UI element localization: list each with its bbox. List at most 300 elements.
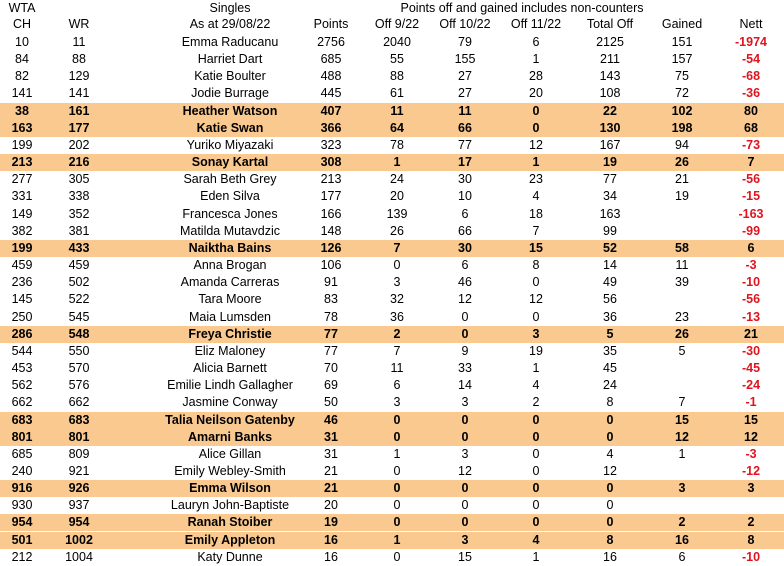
cell-off-9: 1: [393, 446, 401, 461]
cell-off-9: 0: [393, 549, 401, 564]
cell-total-off: 0: [606, 481, 614, 496]
cell-total-off: 0: [606, 498, 614, 513]
cell-player-name: Emma Raducanu: [181, 35, 279, 49]
cell-total-off: 16: [603, 549, 617, 564]
cell-wr: 216: [68, 155, 90, 170]
cell-points: 177: [320, 189, 342, 204]
cell-nett: 21: [744, 326, 758, 341]
cell-gained: 26: [675, 326, 689, 341]
cell-total-off: 5: [606, 326, 614, 341]
cell-off-11: 0: [532, 446, 540, 461]
cell-player-name: Freya Christie: [188, 326, 272, 341]
cell-ch: 331: [11, 189, 33, 204]
cell-off-9: 61: [390, 86, 404, 101]
cell-player-name: Harriet Dart: [197, 52, 263, 67]
cell-player-name: Katie Boulter: [194, 69, 266, 84]
header-ch: CH: [12, 17, 32, 31]
table-row: [0, 103, 784, 120]
cell-nett: 6: [747, 240, 755, 255]
table-row: [0, 223, 784, 240]
cell-ch: 212: [11, 549, 33, 564]
cell-ch: 10: [15, 35, 29, 49]
cell-off-11: 20: [529, 86, 543, 101]
cell-off-11: 2: [532, 395, 540, 410]
cell-off-9: 11: [390, 103, 404, 118]
cell-off-11: 3: [532, 326, 540, 341]
cell-nett: 68: [744, 120, 758, 135]
cell-gained: 1: [678, 446, 686, 461]
cell-off-10: 27: [458, 69, 472, 84]
cell-nett: 2: [747, 515, 755, 530]
cell-ch: 286: [11, 326, 33, 341]
cell-off-10: 66: [458, 120, 472, 135]
cell-player-name: Ranah Stoiber: [187, 515, 273, 530]
cell-wr: 1002: [65, 532, 93, 547]
header-note: Points off and gained includes non-counters: [400, 1, 644, 15]
cell-points: 46: [324, 412, 338, 427]
cell-points: 126: [320, 240, 342, 255]
cell-off-10: 77: [458, 137, 472, 152]
table-row: [0, 360, 784, 377]
cell-player-name: Amanda Carreras: [180, 275, 280, 290]
table-row: [0, 291, 784, 308]
cell-ch: 916: [11, 481, 33, 496]
header-wta: WTA: [8, 1, 36, 15]
table-row: [0, 137, 784, 154]
cell-points: 16: [324, 532, 338, 547]
cell-off-9: 2: [393, 326, 401, 341]
cell-player-name: Matilda Mutavdzic: [179, 223, 281, 238]
cell-nett: -73: [741, 137, 761, 152]
cell-points: 20: [324, 498, 338, 513]
cell-total-off: 4: [606, 446, 614, 461]
cell-nett: -24: [741, 378, 761, 393]
cell-wr: 88: [72, 52, 86, 67]
cell-off-9: 1: [393, 155, 401, 170]
cell-off-11: 15: [529, 240, 543, 255]
table-row: [0, 120, 784, 137]
cell-off-10: 30: [458, 240, 472, 255]
cell-wr: 141: [68, 86, 90, 101]
cell-points: 445: [320, 86, 342, 101]
cell-ch: 84: [15, 52, 29, 67]
cell-gained: 58: [675, 240, 689, 255]
cell-points: 323: [320, 137, 342, 152]
cell-off-10: 66: [458, 223, 472, 238]
cell-nett: -163: [738, 206, 764, 221]
cell-nett: 8: [747, 532, 755, 547]
cell-points: 166: [320, 206, 342, 221]
cell-total-off: 22: [603, 103, 617, 118]
cell-gained: 39: [675, 275, 689, 290]
cell-off-11: 4: [532, 532, 540, 547]
header-off-9: Off 9/22: [374, 17, 420, 31]
cell-ch: 240: [11, 464, 33, 478]
cell-off-10: 17: [458, 155, 472, 170]
cell-wr: 937: [68, 498, 90, 513]
table-row: [0, 343, 784, 360]
cell-off-9: 7: [393, 240, 401, 255]
table-row: [0, 274, 784, 291]
cell-wr: 202: [68, 137, 90, 152]
cell-off-9: 3: [393, 275, 401, 290]
cell-off-9: 55: [390, 52, 404, 67]
header-points: Points: [313, 17, 349, 31]
cell-ch: 683: [11, 412, 33, 427]
cell-nett: -30: [741, 343, 761, 358]
table-row: [0, 480, 784, 497]
cell-ch: 544: [11, 343, 33, 358]
header-row-2: [0, 16, 784, 32]
cell-ch: 662: [11, 395, 33, 410]
cell-off-9: 139: [386, 206, 408, 221]
table-row: [0, 412, 784, 429]
cell-wr: 381: [68, 223, 90, 238]
cell-points: 213: [320, 172, 342, 187]
cell-ch: 954: [11, 515, 33, 530]
cell-gained: 11: [675, 258, 689, 273]
cell-off-10: 14: [458, 378, 472, 393]
cell-player-name: Alicia Barnett: [193, 361, 267, 376]
cell-wr: 809: [68, 446, 90, 461]
cell-total-off: 24: [603, 378, 617, 393]
cell-ch: 562: [11, 378, 33, 393]
cell-wr: 801: [68, 429, 90, 444]
table-row: [0, 171, 784, 188]
header-off-10: Off 10/22: [439, 17, 491, 31]
cell-player-name: Emma Wilson: [189, 481, 271, 496]
cell-points: 78: [324, 309, 338, 324]
cell-off-10: 0: [461, 412, 469, 427]
cell-total-off: 19: [603, 155, 617, 170]
cell-wr: 177: [68, 120, 90, 135]
header-nett: Nett: [739, 17, 763, 31]
cell-total-off: 0: [606, 515, 614, 530]
cell-off-11: 18: [529, 206, 543, 221]
cell-points: 83: [324, 292, 338, 307]
cell-gained: 157: [671, 52, 693, 67]
cell-wr: 433: [68, 240, 90, 255]
cell-wr: 550: [68, 343, 90, 358]
cell-off-10: 33: [458, 361, 472, 376]
cell-total-off: 8: [606, 395, 614, 410]
cell-off-9: 78: [390, 137, 404, 152]
cell-points: 21: [324, 464, 338, 478]
cell-off-10: 0: [461, 498, 469, 513]
cell-off-11: 1: [532, 52, 540, 67]
cell-total-off: 45: [603, 361, 617, 376]
cell-off-9: 24: [390, 172, 404, 187]
cell-off-9: 0: [393, 464, 401, 478]
cell-off-11: 6: [532, 35, 540, 49]
cell-gained: [646, 223, 718, 240]
table-row: [0, 394, 784, 411]
cell-gained: 151: [671, 35, 693, 49]
cell-ch: 277: [11, 172, 33, 187]
cell-ch: 213: [11, 155, 33, 170]
cell-wr: 1004: [65, 549, 93, 564]
cell-off-9: 0: [393, 429, 401, 444]
header-row-1: [0, 0, 784, 16]
cell-wr: 576: [68, 378, 90, 393]
cell-player-name: Lauryn John-Baptiste: [170, 498, 290, 513]
cell-gained: 102: [671, 103, 693, 118]
header-off-11: Off 11/22: [510, 17, 562, 31]
cell-ch: 459: [11, 258, 33, 273]
cell-player-name: Emilie Lindh Gallagher: [167, 378, 293, 393]
cell-off-11: 0: [532, 309, 540, 324]
cell-off-9: 20: [390, 189, 404, 204]
cell-nett: -3: [745, 258, 757, 273]
cell-total-off: 14: [603, 258, 617, 273]
cell-points: 16: [324, 549, 338, 564]
cell-gained: [646, 463, 718, 480]
cell-wr: 305: [68, 172, 90, 187]
cell-off-11: 7: [532, 223, 540, 238]
cell-off-10: 15: [458, 549, 472, 564]
cell-off-9: 26: [390, 223, 404, 238]
cell-off-11: 4: [532, 189, 540, 204]
table-row: [0, 154, 784, 171]
cell-ch: 149: [11, 206, 33, 221]
cell-off-9: 6: [393, 378, 401, 393]
cell-points: 77: [324, 326, 338, 341]
cell-off-11: 0: [532, 429, 540, 444]
cell-player-name: Jasmine Conway: [182, 395, 278, 410]
cell-points: 70: [324, 361, 338, 376]
cell-wr: 545: [68, 309, 90, 324]
cell-total-off: 0: [606, 412, 614, 427]
cell-wr: 338: [68, 189, 90, 204]
cell-off-11: 0: [532, 481, 540, 496]
cell-nett: -13: [741, 309, 761, 324]
cell-total-off: 130: [599, 120, 621, 135]
cell-points: 148: [320, 223, 342, 238]
cell-wr: 570: [68, 361, 90, 376]
cell-nett: -1974: [735, 35, 767, 49]
cell-gained: 5: [678, 343, 686, 358]
table-row: [0, 549, 784, 566]
cell-wr: 502: [68, 275, 90, 290]
cell-gained: 198: [671, 120, 693, 135]
cell-gained: 19: [675, 189, 689, 204]
cell-off-9: 0: [393, 481, 401, 496]
cell-off-11: 0: [532, 498, 540, 513]
table-row: [0, 532, 784, 549]
cell-player-name: Jodie Burrage: [191, 86, 269, 101]
cell-off-9: 36: [390, 309, 404, 324]
cell-off-10: 0: [461, 481, 469, 496]
cell-total-off: 143: [599, 69, 621, 84]
cell-nett: -68: [741, 69, 761, 84]
cell-player-name: Naiktha Bains: [188, 240, 272, 255]
table-row: [0, 429, 784, 446]
table-row: [0, 446, 784, 463]
table-row: [0, 206, 784, 223]
cell-gained: 23: [675, 309, 689, 324]
cell-player-name: Talia Neilson Gatenby: [165, 412, 295, 427]
table-row: [0, 34, 784, 51]
cell-off-9: 1: [393, 532, 401, 547]
cell-total-off: 108: [599, 86, 621, 101]
cell-wr: 459: [68, 258, 90, 273]
cell-off-9: 88: [390, 69, 404, 84]
cell-off-11: 19: [529, 343, 543, 358]
cell-points: 77: [324, 343, 338, 358]
cell-wr: 683: [68, 412, 90, 427]
cell-points: 69: [324, 378, 338, 393]
cell-off-11: 1: [532, 549, 540, 564]
cell-wr: 11: [72, 35, 86, 49]
table-row: [0, 51, 784, 68]
cell-off-11: 1: [532, 361, 540, 376]
cell-off-11: 28: [529, 69, 543, 84]
table-row: [0, 188, 784, 205]
cell-off-10: 155: [454, 52, 476, 67]
cell-ch: 199: [11, 137, 33, 152]
cell-player-name: Heather Watson: [182, 103, 278, 118]
cell-nett: -56: [741, 172, 761, 187]
cell-total-off: 52: [603, 240, 617, 255]
cell-nett: -3: [745, 446, 757, 461]
cell-nett: 15: [744, 412, 758, 427]
cell-off-9: 11: [390, 361, 404, 376]
cell-off-9: 0: [393, 515, 401, 530]
cell-ch: 930: [11, 498, 33, 513]
cell-player-name: Katie Swan: [196, 120, 264, 135]
cell-off-11: 4: [532, 378, 540, 393]
cell-player-name: Eliz Maloney: [194, 343, 266, 358]
cell-total-off: 77: [603, 172, 617, 187]
cell-nett: 12: [744, 429, 758, 444]
cell-nett: [718, 497, 784, 514]
cell-player-name: Amarni Banks: [187, 429, 273, 444]
cell-player-name: Emily Webley-Smith: [174, 464, 286, 478]
cell-points: 19: [324, 515, 338, 530]
cell-points: 2756: [317, 35, 345, 49]
cell-wr: 129: [68, 69, 90, 84]
cell-off-11: 0: [532, 120, 540, 135]
cell-player-name: Katy Dunne: [197, 549, 263, 564]
cell-gained: 75: [675, 69, 689, 84]
cell-off-11: 8: [532, 258, 540, 273]
cell-nett: -15: [741, 189, 761, 204]
cell-gained: 94: [675, 137, 689, 152]
header-wr: WR: [68, 17, 90, 31]
cell-total-off: 8: [606, 532, 614, 547]
cell-off-10: 12: [458, 292, 472, 307]
cell-nett: -1: [745, 395, 757, 410]
cell-nett: 3: [747, 481, 755, 496]
table-row: [0, 257, 784, 274]
cell-wr: 921: [68, 464, 90, 478]
header-total-off: Total Off: [586, 17, 634, 31]
table-row: [0, 85, 784, 102]
cell-off-9: 0: [393, 498, 401, 513]
cell-total-off: 167: [599, 137, 621, 152]
cell-player-name: Alice Gillan: [198, 446, 262, 461]
cell-wr: 662: [68, 395, 90, 410]
cell-off-11: 0: [532, 412, 540, 427]
cell-gained: 16: [675, 532, 689, 547]
cell-gained: 21: [675, 172, 689, 187]
header-as-at: As at 29/08/22: [189, 17, 271, 31]
cell-player-name: Eden Silva: [200, 189, 260, 204]
cell-off-10: 79: [458, 35, 472, 49]
cell-gained: 15: [675, 412, 689, 427]
cell-gained: [646, 291, 718, 308]
cell-nett: -10: [741, 549, 761, 564]
cell-ch: 801: [11, 429, 33, 444]
table-row: [0, 68, 784, 85]
table-row: [0, 497, 784, 514]
cell-off-11: 1: [532, 155, 540, 170]
cell-off-10: 10: [458, 189, 472, 204]
cell-off-10: 0: [461, 515, 469, 530]
cell-gained: 26: [675, 155, 689, 170]
cell-ch: 38: [15, 103, 29, 118]
table-row: [0, 309, 784, 326]
cell-off-11: 0: [532, 103, 540, 118]
cell-off-11: 0: [532, 275, 540, 290]
cell-off-11: 12: [529, 137, 543, 152]
cell-nett: -99: [741, 223, 761, 238]
cell-ch: 236: [11, 275, 33, 290]
cell-ch: 501: [11, 532, 33, 547]
cell-player-name: Yuriko Miyazaki: [186, 137, 274, 152]
cell-off-10: 3: [461, 446, 469, 461]
cell-off-10: 11: [458, 103, 472, 118]
cell-nett: -45: [741, 361, 761, 376]
cell-ch: 453: [11, 361, 33, 376]
header-singles: Singles: [209, 1, 251, 15]
cell-total-off: 2125: [596, 35, 624, 49]
cell-total-off: 0: [606, 429, 614, 444]
cell-nett: -10: [741, 275, 761, 290]
cell-ch: 382: [11, 223, 33, 238]
cell-ch: 141: [11, 86, 33, 101]
cell-gained: [646, 206, 718, 223]
cell-gained: [646, 497, 718, 514]
table-row: [0, 240, 784, 257]
cell-gained: [646, 360, 718, 377]
cell-gained: 3: [678, 481, 686, 496]
cell-nett: -54: [741, 52, 761, 67]
table-row: [0, 377, 784, 394]
cell-off-11: 0: [532, 464, 540, 478]
cell-player-name: Tara Moore: [198, 292, 262, 307]
cell-off-9: 3: [393, 395, 401, 410]
cell-total-off: 36: [603, 309, 617, 324]
cell-total-off: 99: [603, 223, 617, 238]
cell-player-name: Maia Lumsden: [189, 309, 271, 324]
cell-points: 50: [324, 395, 338, 410]
cell-off-9: 0: [393, 412, 401, 427]
cell-ch: 685: [11, 446, 33, 461]
cell-total-off: 56: [603, 292, 617, 307]
cell-ch: 163: [11, 120, 33, 135]
cell-player-name: Emily Appleton: [184, 532, 276, 547]
table-row: [0, 463, 784, 480]
cell-off-9: 64: [390, 120, 404, 135]
cell-nett: 80: [744, 103, 758, 118]
cell-points: 31: [324, 429, 338, 444]
cell-ch: 145: [11, 292, 33, 307]
cell-gained: 2: [678, 515, 686, 530]
cell-off-10: 0: [461, 326, 469, 341]
cell-off-11: 23: [529, 172, 543, 187]
cell-player-name: Sarah Beth Grey: [183, 172, 277, 187]
